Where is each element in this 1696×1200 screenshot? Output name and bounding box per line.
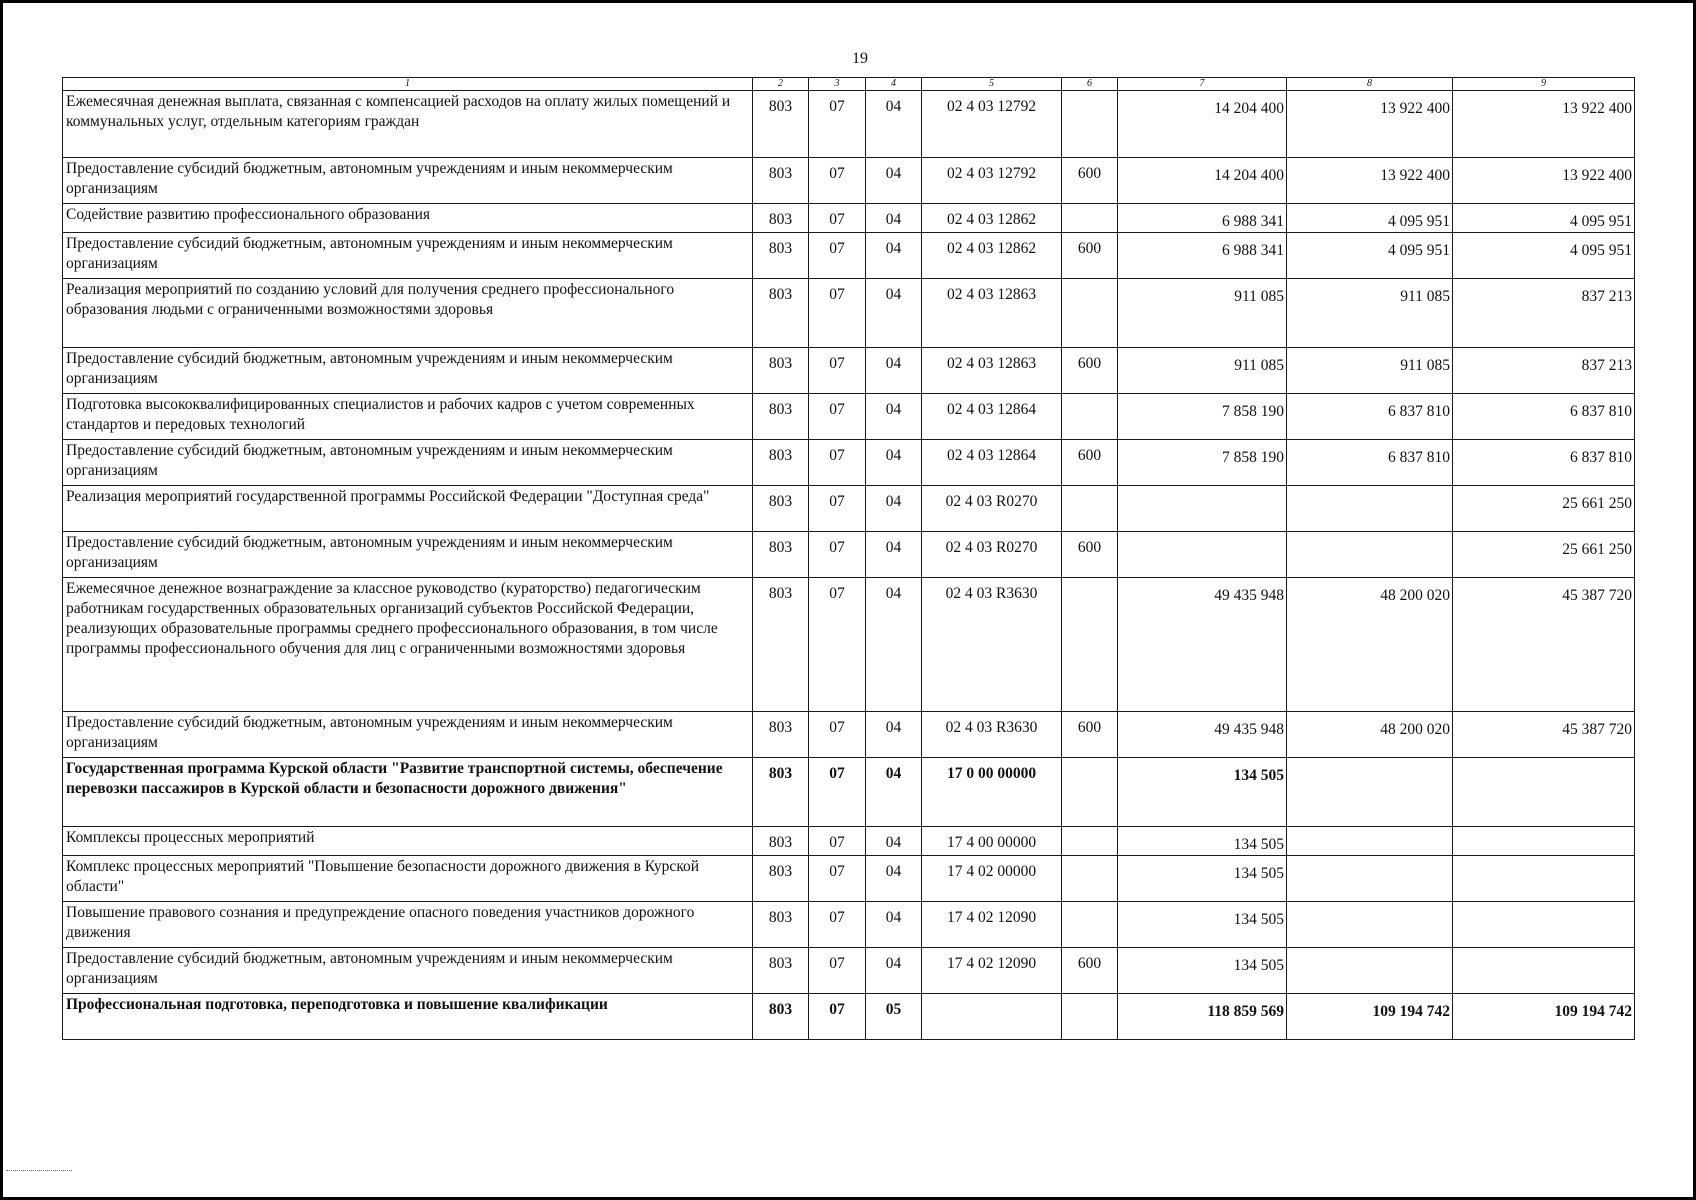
cell-amount-col9 <box>1453 902 1635 948</box>
table-row <box>63 902 1635 948</box>
row-name: Подготовка высококвалифицированных специалистов и рабочих кадров с учетом современных стандартов и передовых технологий <box>63 394 753 440</box>
cell-subsection: 04 <box>866 712 922 758</box>
cell-expense-type: 600 <box>1062 348 1118 394</box>
cell-subsection: 04 <box>866 948 922 994</box>
cell-amount-col9: 25 661 250 <box>1453 486 1635 532</box>
cell-amount-col7: 134 505 <box>1118 902 1287 948</box>
row-name: Профессиональная подготовка, переподготовка и повышение квалификации <box>63 994 753 1040</box>
cell-section: 07 <box>809 948 866 994</box>
row-name: Предоставление субсидий бюджетным, автономным учреждениям и иным некоммерческим организациям <box>63 233 753 279</box>
cell-expense-type <box>1062 758 1118 827</box>
cell-admin-code: 803 <box>753 440 809 486</box>
row-name: Повышение правового сознания и предупреждение опасного поведения участников дорожного движения <box>63 902 753 948</box>
row-name: Предоставление субсидий бюджетным, автономным учреждениям и иным некоммерческим организациям <box>63 948 753 994</box>
cell-expense-type <box>1062 394 1118 440</box>
cell-amount-col8: 4 095 951 <box>1287 233 1453 279</box>
cell-section: 07 <box>809 578 866 712</box>
row-name: Содействие развитию профессионального образования <box>63 204 753 233</box>
cell-amount-col8 <box>1287 902 1453 948</box>
cell-amount-col9: 25 661 250 <box>1453 532 1635 578</box>
cell-admin-code: 803 <box>753 394 809 440</box>
cell-amount-col8: 13 922 400 <box>1287 158 1453 204</box>
cell-amount-col7: 7 858 190 <box>1118 394 1287 440</box>
table-row <box>63 204 1635 233</box>
cell-admin-code: 803 <box>753 902 809 948</box>
cell-admin-code: 803 <box>753 204 809 233</box>
row-name: Предоставление субсидий бюджетным, автономным учреждениям и иным некоммерческим организациям <box>63 440 753 486</box>
row-name: Реализация мероприятий по созданию условий для получения среднего профессионального образования людьми с ограниченными возможностями здоровья <box>63 279 753 348</box>
cell-section: 07 <box>809 902 866 948</box>
table-row <box>63 856 1635 902</box>
row-name: Предоставление субсидий бюджетным, автономным учреждениям и иным некоммерческим организациям <box>63 348 753 394</box>
cell-section: 07 <box>809 394 866 440</box>
column-number-header <box>63 78 1635 91</box>
table-row <box>63 758 1635 827</box>
cell-amount-col8 <box>1287 758 1453 827</box>
table-row <box>63 532 1635 578</box>
cell-amount-col8: 911 085 <box>1287 279 1453 348</box>
cell-amount-col8 <box>1287 827 1453 856</box>
table-row <box>63 827 1635 856</box>
cell-amount-col7: 6 988 341 <box>1118 233 1287 279</box>
cell-admin-code: 803 <box>753 578 809 712</box>
cell-admin-code: 803 <box>753 233 809 279</box>
table-row <box>63 578 1635 712</box>
cell-amount-col9: 4 095 951 <box>1453 233 1635 279</box>
cell-target-article: 02 4 03 12864 <box>922 394 1062 440</box>
cell-expense-type <box>1062 827 1118 856</box>
cell-expense-type: 600 <box>1062 948 1118 994</box>
cell-subsection: 04 <box>866 486 922 532</box>
cell-section: 07 <box>809 204 866 233</box>
cell-section: 07 <box>809 233 866 279</box>
cell-amount-col9: 109 194 742 <box>1453 994 1635 1040</box>
cell-target-article <box>922 994 1062 1040</box>
cell-subsection: 04 <box>866 440 922 486</box>
cell-section: 07 <box>809 994 866 1040</box>
cell-amount-col7 <box>1118 486 1287 532</box>
cell-amount-col7: 14 204 400 <box>1118 91 1287 158</box>
cell-amount-col9 <box>1453 856 1635 902</box>
cell-subsection: 04 <box>866 856 922 902</box>
cell-section: 07 <box>809 158 866 204</box>
cell-amount-col9 <box>1453 827 1635 856</box>
cell-target-article: 02 4 03 12792 <box>922 158 1062 204</box>
cell-expense-type <box>1062 486 1118 532</box>
column-header: 2 <box>753 78 809 91</box>
column-header: 8 <box>1287 78 1453 91</box>
cell-subsection: 04 <box>866 578 922 712</box>
cell-amount-col9: 837 213 <box>1453 279 1635 348</box>
cell-amount-col7: 911 085 <box>1118 279 1287 348</box>
cell-admin-code: 803 <box>753 91 809 158</box>
page-number: 19 <box>852 50 868 67</box>
budget-table <box>62 77 1635 1040</box>
cell-admin-code: 803 <box>753 158 809 204</box>
cell-amount-col8: 6 837 810 <box>1287 394 1453 440</box>
cell-section: 07 <box>809 856 866 902</box>
cell-section: 07 <box>809 712 866 758</box>
cell-amount-col8: 48 200 020 <box>1287 578 1453 712</box>
cell-target-article: 17 0 00 00000 <box>922 758 1062 827</box>
cell-section: 07 <box>809 486 866 532</box>
cell-section: 07 <box>809 758 866 827</box>
cell-target-article: 02 4 03 R3630 <box>922 712 1062 758</box>
row-name: Комплексы процессных мероприятий <box>63 827 753 856</box>
cell-section: 07 <box>809 91 866 158</box>
cell-subsection: 04 <box>866 532 922 578</box>
cell-admin-code: 803 <box>753 348 809 394</box>
cell-amount-col9: 6 837 810 <box>1453 440 1635 486</box>
cell-target-article: 17 4 02 12090 <box>922 902 1062 948</box>
cell-amount-col7: 134 505 <box>1118 856 1287 902</box>
column-header: 3 <box>809 78 866 91</box>
cell-subsection: 04 <box>866 394 922 440</box>
cell-amount-col8: 6 837 810 <box>1287 440 1453 486</box>
cell-amount-col8: 109 194 742 <box>1287 994 1453 1040</box>
cell-amount-col7 <box>1118 532 1287 578</box>
cell-target-article: 17 4 02 00000 <box>922 856 1062 902</box>
cell-amount-col9: 837 213 <box>1453 348 1635 394</box>
column-header: 5 <box>922 78 1062 91</box>
cell-admin-code: 803 <box>753 827 809 856</box>
table-row <box>63 348 1635 394</box>
cell-expense-type: 600 <box>1062 712 1118 758</box>
cell-amount-col8: 4 095 951 <box>1287 204 1453 233</box>
table-row <box>63 994 1635 1040</box>
cell-amount-col7: 7 858 190 <box>1118 440 1287 486</box>
cell-expense-type <box>1062 578 1118 712</box>
table-row <box>63 394 1635 440</box>
cell-amount-col8: 911 085 <box>1287 348 1453 394</box>
column-header: 9 <box>1453 78 1635 91</box>
cell-admin-code: 803 <box>753 994 809 1040</box>
cell-expense-type: 600 <box>1062 440 1118 486</box>
table-row <box>63 233 1635 279</box>
cell-expense-type <box>1062 856 1118 902</box>
cell-amount-col7: 14 204 400 <box>1118 158 1287 204</box>
row-name: Комплекс процессных мероприятий "Повышение безопасности дорожного движения в Курской области" <box>63 856 753 902</box>
cell-amount-col7: 134 505 <box>1118 758 1287 827</box>
cell-subsection: 04 <box>866 204 922 233</box>
cell-admin-code: 803 <box>753 948 809 994</box>
cell-subsection: 05 <box>866 994 922 1040</box>
cell-amount-col7: 49 435 948 <box>1118 578 1287 712</box>
cell-amount-col8: 48 200 020 <box>1287 712 1453 758</box>
cell-amount-col9 <box>1453 758 1635 827</box>
cell-amount-col9: 13 922 400 <box>1453 91 1635 158</box>
cell-amount-col7: 911 085 <box>1118 348 1287 394</box>
cell-amount-col9: 13 922 400 <box>1453 158 1635 204</box>
table-row <box>63 486 1635 532</box>
cell-amount-col7: 118 859 569 <box>1118 994 1287 1040</box>
cell-target-article: 02 4 03 12864 <box>922 440 1062 486</box>
table-row <box>63 440 1635 486</box>
cell-amount-col8 <box>1287 856 1453 902</box>
cell-section: 07 <box>809 279 866 348</box>
cell-subsection: 04 <box>866 827 922 856</box>
row-name: Предоставление субсидий бюджетным, автономным учреждениям и иным некоммерческим организациям <box>63 158 753 204</box>
cell-target-article: 02 4 03 12792 <box>922 91 1062 158</box>
row-name: Предоставление субсидий бюджетным, автономным учреждениям и иным некоммерческим организациям <box>63 532 753 578</box>
row-name: Реализация мероприятий государственной программы Российской Федерации "Доступная среда" <box>63 486 753 532</box>
cell-admin-code: 803 <box>753 856 809 902</box>
cell-amount-col9: 4 095 951 <box>1453 204 1635 233</box>
cell-amount-col9: 6 837 810 <box>1453 394 1635 440</box>
column-header: 7 <box>1118 78 1287 91</box>
cell-amount-col7: 49 435 948 <box>1118 712 1287 758</box>
cell-subsection: 04 <box>866 902 922 948</box>
cell-subsection: 04 <box>866 233 922 279</box>
cell-expense-type: 600 <box>1062 532 1118 578</box>
cell-amount-col7: 134 505 <box>1118 948 1287 994</box>
cell-target-article: 02 4 03 R0270 <box>922 532 1062 578</box>
cell-target-article: 02 4 03 12863 <box>922 348 1062 394</box>
cell-amount-col9: 45 387 720 <box>1453 578 1635 712</box>
row-name: Ежемесячная денежная выплата, связанная с компенсацией расходов на оплату жилых помещений и коммунальных услуг, отдельным категориям граждан <box>63 91 753 158</box>
cell-section: 07 <box>809 440 866 486</box>
cell-amount-col9: 45 387 720 <box>1453 712 1635 758</box>
cell-expense-type <box>1062 91 1118 158</box>
row-name: Ежемесячное денежное вознаграждение за классное руководство (кураторство) педагогическим работникам государственных образовательных организаций субъектов Российской Федерации, реализующих образовательные программы среднего профессионального образования, в том числе программы профессионального обучения для лиц с ограниченными возможностями здоровья <box>63 578 753 712</box>
column-header: 6 <box>1062 78 1118 91</box>
cell-expense-type <box>1062 902 1118 948</box>
cell-expense-type <box>1062 279 1118 348</box>
cell-section: 07 <box>809 827 866 856</box>
scan-artifact <box>6 1170 72 1172</box>
cell-admin-code: 803 <box>753 532 809 578</box>
cell-amount-col8 <box>1287 948 1453 994</box>
cell-subsection: 04 <box>866 279 922 348</box>
cell-expense-type <box>1062 994 1118 1040</box>
cell-target-article: 17 4 02 12090 <box>922 948 1062 994</box>
cell-subsection: 04 <box>866 348 922 394</box>
cell-admin-code: 803 <box>753 486 809 532</box>
cell-amount-col9 <box>1453 948 1635 994</box>
cell-amount-col8 <box>1287 532 1453 578</box>
cell-amount-col8 <box>1287 486 1453 532</box>
cell-amount-col8: 13 922 400 <box>1287 91 1453 158</box>
cell-target-article: 02 4 03 12863 <box>922 279 1062 348</box>
row-name: Предоставление субсидий бюджетным, автономным учреждениям и иным некоммерческим организациям <box>63 712 753 758</box>
table-row <box>63 712 1635 758</box>
cell-subsection: 04 <box>866 91 922 158</box>
cell-admin-code: 803 <box>753 712 809 758</box>
cell-target-article: 02 4 03 12862 <box>922 233 1062 279</box>
table-row <box>63 279 1635 348</box>
cell-expense-type <box>1062 204 1118 233</box>
cell-amount-col7: 6 988 341 <box>1118 204 1287 233</box>
table-row <box>63 91 1635 158</box>
cell-subsection: 04 <box>866 158 922 204</box>
cell-expense-type: 600 <box>1062 158 1118 204</box>
cell-target-article: 02 4 03 12862 <box>922 204 1062 233</box>
column-header: 1 <box>63 78 753 91</box>
cell-admin-code: 803 <box>753 279 809 348</box>
table-row <box>63 158 1635 204</box>
cell-section: 07 <box>809 348 866 394</box>
cell-admin-code: 803 <box>753 758 809 827</box>
column-header: 4 <box>866 78 922 91</box>
row-name: Государственная программа Курской области "Развитие транспортной системы, обеспечение перевозки пассажиров в Курской области и безопасности дорожного движения" <box>63 758 753 827</box>
cell-amount-col7: 134 505 <box>1118 827 1287 856</box>
cell-target-article: 02 4 03 R0270 <box>922 486 1062 532</box>
cell-expense-type: 600 <box>1062 233 1118 279</box>
cell-target-article: 02 4 03 R3630 <box>922 578 1062 712</box>
table-row <box>63 948 1635 994</box>
cell-subsection: 04 <box>866 758 922 827</box>
cell-target-article: 17 4 00 00000 <box>922 827 1062 856</box>
cell-section: 07 <box>809 532 866 578</box>
